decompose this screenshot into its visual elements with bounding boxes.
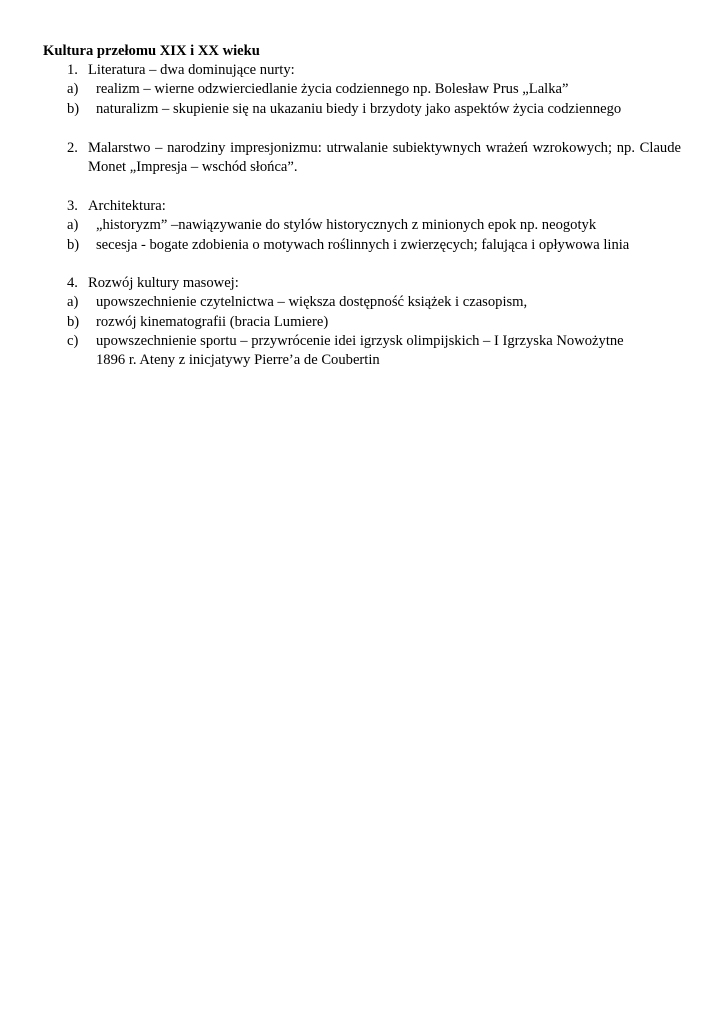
item-marker: a) xyxy=(67,81,79,98)
section-malarstwo xyxy=(0,139,725,178)
section-number: 1. xyxy=(67,62,78,78)
section-heading-row xyxy=(0,197,725,216)
list-item-continued xyxy=(0,351,725,370)
list-item xyxy=(0,293,725,312)
section-heading-line2: Monet „Impresja – wschód słońca”. xyxy=(88,159,298,176)
item-marker: a) xyxy=(67,217,79,234)
section-heading-row xyxy=(0,139,725,158)
item-text: rozwój kinematografii (bracia Lumiere) xyxy=(96,313,329,330)
item-text: upowszechnienie sportu – przywrócenie idei igrzysk olimpijskich – I Igrzyska Nowożytne xyxy=(96,332,624,349)
item-text: naturalizm – skupienie się na ukazaniu biedy i brzydoty jako aspektów życia codziennego xyxy=(96,100,622,117)
section-heading: Architektura: xyxy=(88,198,166,214)
item-marker: b) xyxy=(67,313,80,330)
item-marker: a) xyxy=(67,294,79,311)
item-marker: c) xyxy=(67,332,79,349)
section-architektura xyxy=(0,197,725,255)
item-marker: b) xyxy=(67,236,80,253)
section-heading: Rozwój kultury masowej: xyxy=(88,275,239,291)
list-item xyxy=(0,216,725,235)
section-number: 4. xyxy=(67,275,78,291)
list-item xyxy=(0,236,725,255)
list-item xyxy=(0,80,725,99)
section-number: 2. xyxy=(67,140,78,156)
document-title: Kultura przełomu XIX i XX wieku xyxy=(43,43,260,59)
list-item xyxy=(0,313,725,332)
section-kultura-masowa xyxy=(0,274,725,370)
section-number: 3. xyxy=(67,198,78,214)
section-heading-row xyxy=(0,61,725,80)
item-text: „historyzm” –nawiązywanie do stylów historycznych z minionych epok np. neogotyk xyxy=(96,217,597,234)
item-text: secesja - bogate zdobienia o motywach roślinnych i zwierzęcych; falująca i opływowa linia xyxy=(96,236,630,253)
section-heading-row-continued xyxy=(0,158,725,177)
item-text: upowszechnienie czytelnictwa – większa dostępność książek i czasopism, xyxy=(96,294,528,311)
item-text-line2: 1896 r. Ateny z inicjatywy Pierre’a de Coubertin xyxy=(96,352,380,369)
list-item xyxy=(0,332,725,351)
section-heading: Literatura – dwa dominujące nurty: xyxy=(88,62,295,78)
item-marker: b) xyxy=(67,100,80,117)
section-literatura xyxy=(0,61,725,119)
item-text: realizm – wierne odzwierciedlanie życia codziennego np. Bolesław Prus „Lalka” xyxy=(96,81,569,98)
list-item xyxy=(0,100,725,119)
section-heading-line1: Malarstwo – narodziny impresjonizmu: utrwalanie subiektywnych wrażeń wzrokowych; np. Claude xyxy=(88,140,681,156)
section-heading-row xyxy=(0,274,725,293)
